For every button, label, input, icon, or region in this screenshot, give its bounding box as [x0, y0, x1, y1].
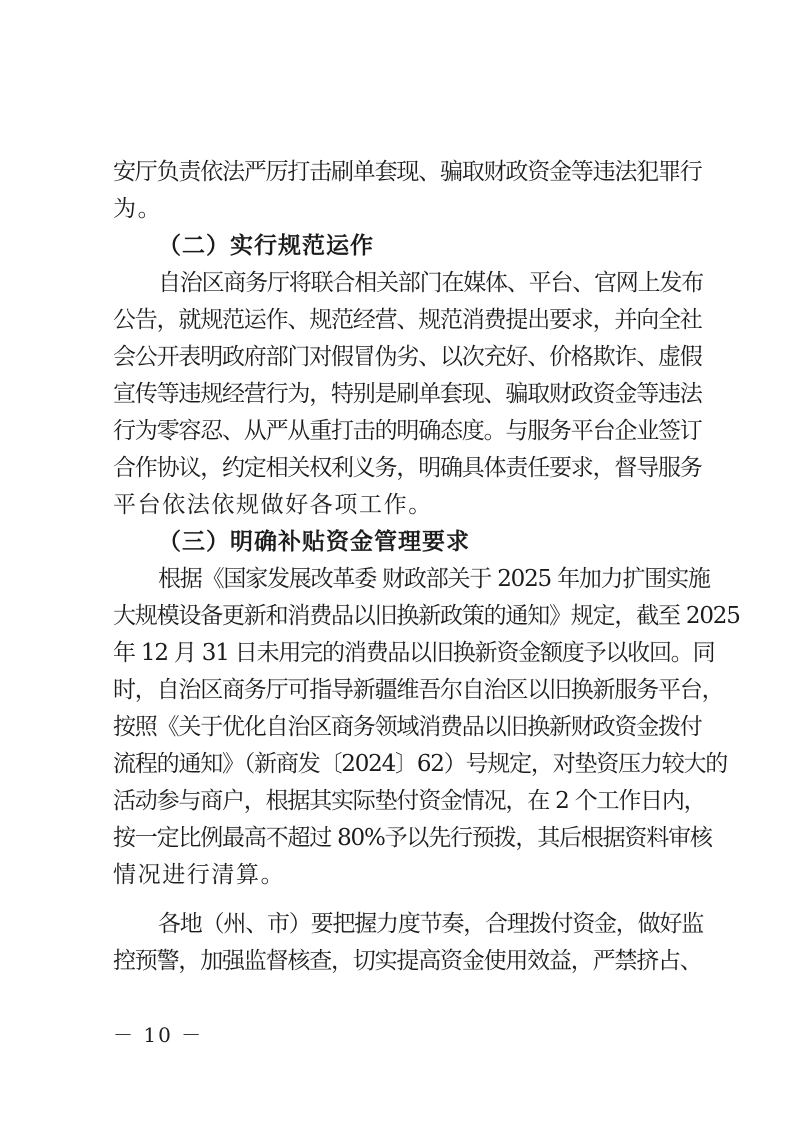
body-line: 根据《国家发展改革委 财政部关于 2025 年加力扩围实施	[158, 566, 710, 592]
body-line: 控预警，加强监督核查，切实提高资金使用效益，严禁挤占、	[113, 948, 702, 974]
body-line: 流程的通知》（新商发〔2024〕62）号规定，对垫资压力较大的	[113, 751, 728, 777]
body-line: 公告，就规范运作、规范经营、规范消费提出要求，并向全社	[113, 307, 702, 333]
body-line: 情况进行清算。	[113, 862, 286, 888]
body-line: 安厅负责依法严厉打击刷单套现、骗取财政资金等违法犯罪行	[113, 159, 702, 185]
body-line: 自治区商务厅将联合相关部门在媒体、平台、官网上发布	[158, 270, 704, 296]
body-line: 行为零容忍、从严从重打击的明确态度。与服务平台企业签订	[113, 418, 702, 444]
body-line: 为。	[113, 196, 163, 222]
page-number: － 10 －	[113, 1023, 204, 1047]
body-line: 时，自治区商务厅可指导新疆维吾尔自治区以旧换新服务平台，	[113, 677, 724, 703]
body-line: 会公开表明政府部门对假冒伪劣、以次充好、价格欺诈、虚假	[113, 344, 702, 370]
body-line: 宣传等违规经营行为，特别是刷单套现、骗取财政资金等违法	[113, 381, 702, 407]
body-line: 合作协议，约定相关权利义务，明确具体责任要求，督导服务	[113, 455, 702, 481]
body-line: 各地（州、市）要把握力度节奏，合理拨付资金，做好监	[158, 911, 704, 937]
body-line: 按一定比例最高不超过 80%予以先行预拨，其后根据资料审核	[113, 825, 712, 851]
body-line: 活动参与商户，根据其实际垫付资金情况，在 2 个工作日内，	[113, 788, 706, 814]
section-heading-2: （二）实行规范运作	[158, 232, 374, 259]
body-line: 年 12 月 31 日未用完的消费品以旧换新资金额度予以收回。同	[113, 640, 715, 666]
body-line: 平台依法依规做好各项工作。	[113, 492, 433, 518]
body-line: 按照《关于优化自治区商务领域消费品以旧换新财政资金拨付	[113, 714, 702, 740]
body-line: 大规模设备更新和消费品以旧换新政策的通知》规定，截至 2025	[113, 603, 740, 629]
section-heading-3: （三）明确补贴资金管理要求	[158, 528, 470, 555]
